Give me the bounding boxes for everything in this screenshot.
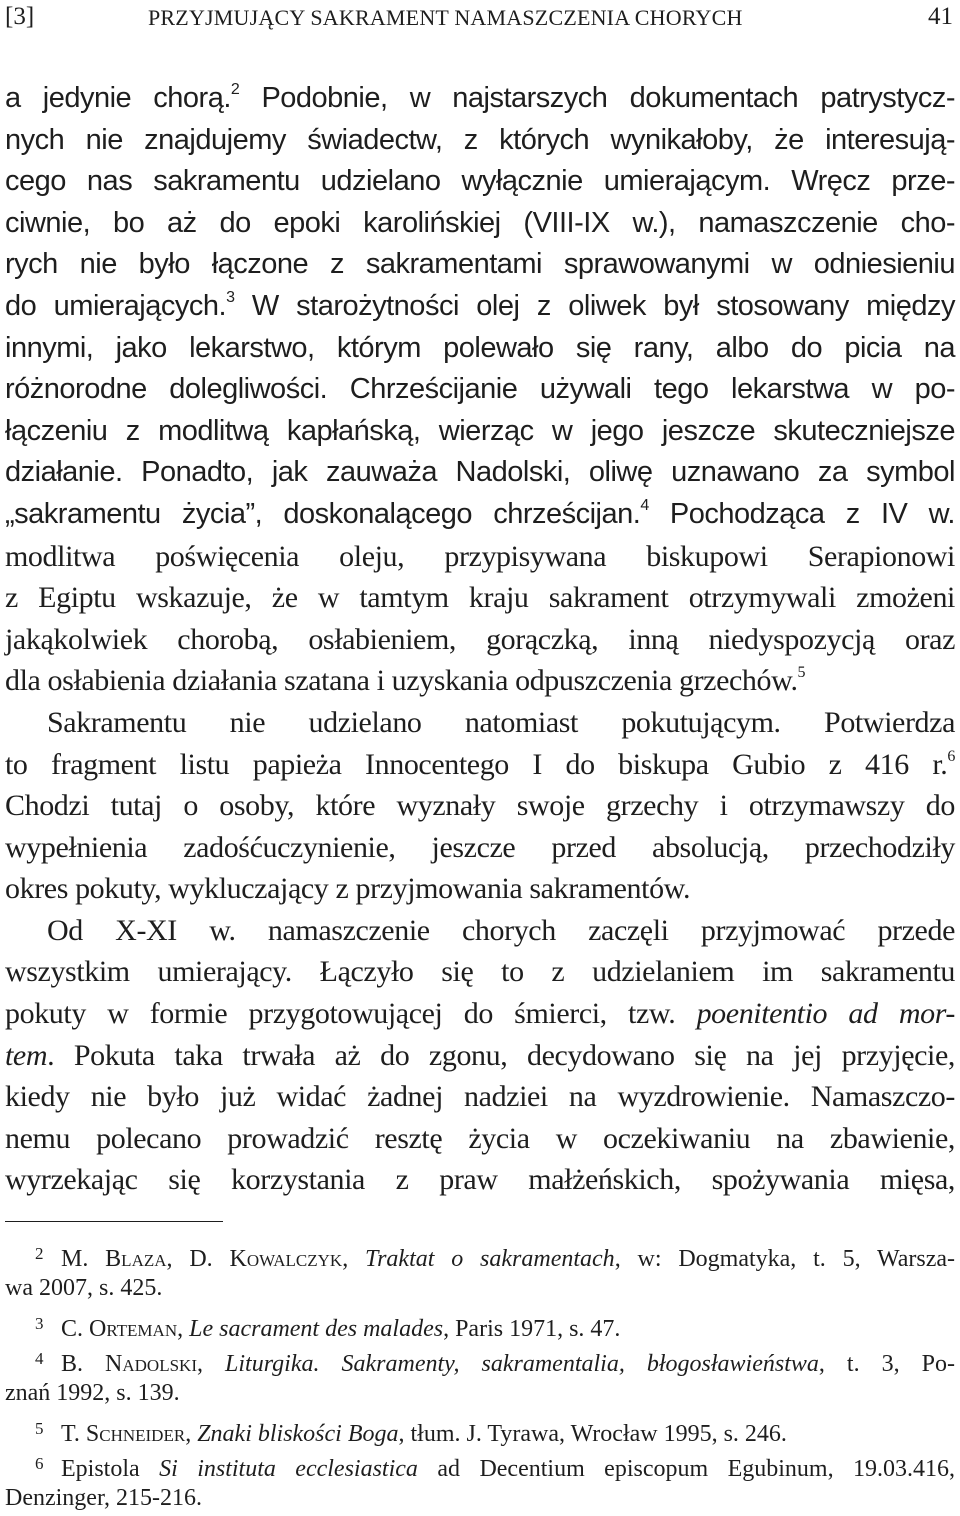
text-line: wypełnienia zadośćuczynienie, jeszcze przed absolucją, przechodziły [5, 830, 955, 864]
text-line: ciwnie, bo aż do epoki karolińskiej (VIII-IX w.), namaszczenie cho- [5, 206, 955, 239]
text-line: do umierających.$^3$ W starożytności olej z oliwek był stosowany między [5, 289, 955, 322]
footnote-2: 2 M. Blaza, D. Kowalczyk, Traktat o sakramentach, w: Dogmatyka, t. 5, Warsza- [35, 1244, 956, 1272]
footnote-ref[interactable]: 5 [797, 664, 806, 682]
footnotes [5, 1236, 955, 1516]
text-line: tem. Pokuta taka trwała aż do zgonu, decydowano się na jej przyjęcie, [5, 1038, 955, 1072]
section-marker: [3] [5, 3, 35, 30]
footnote-4-cont: znań 1992, s. 139. [5, 1380, 180, 1406]
text-line: Od X-XI w. namaszczenie chorych zaczęli przyjmować przede [47, 913, 955, 947]
text-line: Chodzi tutaj o osoby, które wyznały swoje grzechy i otrzymawszy do [5, 789, 955, 823]
page [5, 0, 955, 1511]
text-line: różnorodne dolegliwości. Chrześcijanie używali tego lekarstwa w po- [5, 373, 955, 406]
text-line: wyrzekając się korzystania z praw małżeńskich, spożywania mięsa, [5, 1163, 955, 1197]
footnote-6: 6 Epistola Si instituta ecclesiastica ad Decentium episcopum Egubinum, 19.03.416, [35, 1454, 956, 1482]
text-line: z Egiptu wskazuje, że w tamtym kraju sakrament otrzymywali zmożeni [5, 581, 955, 615]
text-line: modlitwa poświęcenia oleju, przypisywana biskupowi Serapionowi [5, 539, 955, 573]
text-line: kiedy nie było już widać żadnej nadziei na wyzdrowienie. Namaszczo- [5, 1080, 955, 1114]
text-line: Sakramentu nie udzielano natomiast pokutującym. Potwierdza [47, 705, 955, 739]
text-line: okres pokuty, wykluczający z przyjmowania sakramentów. [5, 872, 691, 906]
text-line: wszystkim umierający. Łączyło się to z udzielaniem im sakramentu [5, 955, 955, 989]
footnote-6-cont: Denzinger, 215-216. [5, 1485, 202, 1511]
footnote-ref[interactable]: 3 [226, 289, 235, 307]
text-line: nemu polecano prowadzić resztę życia w oczekiwaniu na zbawienie, [5, 1121, 955, 1155]
footnote-ref[interactable]: 4 [640, 497, 649, 515]
running-title: PRZYJMUJĄCY SAKRAMENT NAMASZCZENIA CHORYCH [148, 5, 743, 30]
footnote-ref[interactable]: 2 [230, 81, 240, 99]
text-line: innymi, jako lekarstwo, którym polewało się rany, albo do picia na [5, 331, 955, 364]
footnote-2-cont: wa 2007, s. 425. [5, 1275, 163, 1301]
text-line: a jedynie chorą.$^2$ Podobnie, w najstarszych dokumentach patrystycz- [5, 81, 956, 114]
page-number: 41 [928, 3, 953, 30]
text-line: nych nie znajdujemy świadectw, z których wynikałoby, że interesują- [5, 123, 955, 156]
footnote-3: 3 C. Orteman, Le sacrament des malades, Paris 1971, s. 47. [35, 1314, 621, 1342]
text-line: pokuty w formie przygotowującej do śmierci, tzw. poenitentio ad mor- [5, 997, 955, 1031]
text-line: cego nas sakramentu udzielano wyłącznie umierającym. Wręcz prze- [5, 165, 955, 198]
footnote-ref[interactable]: 6 [947, 747, 955, 765]
text-line: to fragment listu papieża Innocentego I do biskupa Gubio z 416 r.$^6$ [5, 747, 955, 781]
text-line: rych nie było łączone z sakramentami sprawowanymi w odniesieniu [5, 248, 955, 281]
text-line: „sakramentu życia”, doskonalącego chrześcijan.$^4$ Pochodząca z IV w. [5, 497, 955, 530]
body-text [5, 78, 955, 1201]
text-line: dla osłabienia działania szatana i uzyskania odpuszczenia grzechów.$^5$ [5, 664, 806, 698]
text-line: łączeniu z modlitwą kapłańską, wierząc w jego jeszcze skuteczniejsze [5, 414, 955, 447]
running-header [5, 0, 955, 40]
text-line: jakąkolwiek chorobą, osłabieniem, gorączką, inną niedyspozycją oraz [5, 622, 955, 656]
footnote-4: 4 B. Nadolski, Liturgika. Sakramenty, sakramentalia, błogosławieństwa, t. 3, Po- [35, 1349, 955, 1377]
footnote-5: 5 T. Schneider, Znaki bliskości Boga, tłum. J. Tyrawa, Wrocław 1995, s. 246. [35, 1419, 787, 1447]
footnote-divider [5, 1221, 223, 1222]
text-line: działanie. Ponadto, jak zauważa Nadolski, oliwę uznawano za symbol [5, 456, 955, 489]
